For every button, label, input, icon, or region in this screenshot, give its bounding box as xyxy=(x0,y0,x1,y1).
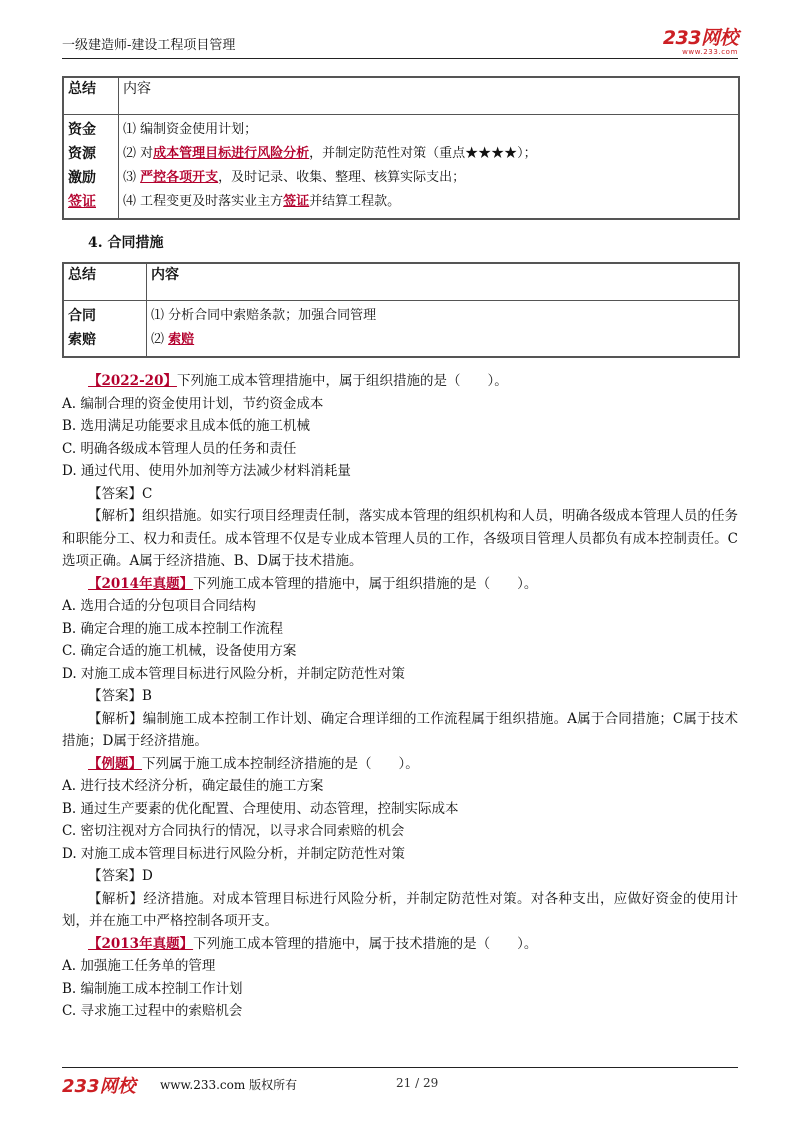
analysis: 【解析】组织措施。如实行项目经理责任制，落实成本管理的组织机构和人员，明确各级成本管理人员的任务和职能分工、权力和责任。成本管理不仅是专业成本管理人员的工作，各级项目管理人员都负有成本控制责任。C选项正确。A属于经济措施、B、D属于技术措施。 xyxy=(62,508,738,569)
label-line: 索赔 xyxy=(68,332,96,348)
highlight-term: 成本管理目标进行风险分析 xyxy=(153,146,310,161)
table2-header-content: 内容 xyxy=(147,263,740,301)
highlight-term: 签证 xyxy=(283,194,310,209)
question-stem: 【2014年真题】下列施工成本管理的措施中，属于组织措施的是（ ）。 xyxy=(88,575,538,592)
table2-label-cell xyxy=(63,301,147,358)
question-tag: 【2014年真题】 xyxy=(88,575,194,592)
table1-content-cell xyxy=(119,115,740,220)
table1-header-summary: 总结 xyxy=(63,77,119,115)
page-footer xyxy=(62,1066,738,1096)
label-line: 合同 xyxy=(68,308,96,324)
option: D. 通过代用、使用外加剂等方法减少材料消耗量 xyxy=(62,463,351,479)
section-heading: 4. 合同措施 xyxy=(88,235,164,251)
logo-url: www.233.com xyxy=(682,48,738,56)
logo-text: 233网校 xyxy=(662,27,738,49)
table2-header-summary: 总结 xyxy=(63,263,147,301)
table2-content-cell xyxy=(147,301,740,358)
answer: 【答案】C xyxy=(88,485,153,502)
option: C. 密切注视对方合同执行的情况，以寻求合同索赔的机会 xyxy=(62,823,405,839)
question-tag: 【例题】 xyxy=(88,755,142,772)
highlight-term: 严控各项开支 xyxy=(140,170,219,185)
label-line: 资金 xyxy=(68,122,96,138)
analysis: 【解析】编制施工成本控制工作计划、确定合理详细的工作流程属于组织措施。A属于合同措施；C属于技术措施；D属于经济措施。 xyxy=(62,710,738,749)
option: B. 选用满足功能要求且成本低的施工机械 xyxy=(62,418,311,434)
list-item: ⑴ 编制资金使用计划； xyxy=(123,122,258,137)
header-title: 一级建造师-建设工程项目管理 xyxy=(62,38,236,53)
header-divider xyxy=(62,58,738,59)
list-item: ⑷ 工程变更及时落实业主方签证并结算工程款。 xyxy=(123,194,401,209)
option: C. 寻求施工过程中的索赔机会 xyxy=(62,1003,243,1019)
option: A. 选用合适的分包项目合同结构 xyxy=(62,598,256,614)
label-line: 激励 xyxy=(68,170,96,186)
footer-copyright: www.233.com 版权所有 xyxy=(160,1078,298,1092)
question-tag: 【2022-20】 xyxy=(88,373,177,389)
option: A. 进行技术经济分析，确定最佳的施工方案 xyxy=(62,778,324,794)
option: B. 编制施工成本控制工作计划 xyxy=(62,980,243,997)
question-stem: 【2022-20】下列施工成本管理措施中，属于组织措施的是（ ）。 xyxy=(88,373,508,389)
option: D. 对施工成本管理目标进行风险分析，并制定防范性对策 xyxy=(62,845,405,862)
list-item: ⑵ 对成本管理目标进行风险分析，并制定防范性对策（重点★★★★）； xyxy=(123,146,537,161)
option: C. 明确各级成本管理人员的任务和责任 xyxy=(62,440,297,457)
option: D. 对施工成本管理目标进行风险分析，并制定防范性对策 xyxy=(62,665,405,682)
list-item: ⑴ 分析合同中索赔条款；加强合同管理 xyxy=(151,308,377,323)
label-line: 资源 xyxy=(68,146,96,162)
answer: 【答案】B xyxy=(88,688,152,704)
table1-header-content: 内容 xyxy=(119,77,740,115)
list-item: ⑵ 索赔 xyxy=(151,332,195,347)
question-list xyxy=(62,370,738,1023)
highlight-term: 索赔 xyxy=(168,332,195,347)
label-line-visa: 签证 xyxy=(68,194,96,210)
table1-label-cell xyxy=(63,115,119,220)
list-item: ⑶ 严控各项开支，及时记录、收集、整理、核算实际支出； xyxy=(123,170,466,185)
option: A. 加强施工任务单的管理 xyxy=(62,958,216,974)
question-tag: 【2013年真题】 xyxy=(88,935,194,952)
answer: 【答案】D xyxy=(88,868,153,884)
footer-logo: 233网校 xyxy=(62,1076,136,1097)
brand-logo xyxy=(663,28,738,56)
funding-measures-table xyxy=(62,76,740,220)
analysis: 【解析】经济措施。对成本管理目标进行风险分析，并制定防范性对策。对各种支出，应做好资金的使用计划，并在施工中严格控制各项开支。 xyxy=(62,890,738,929)
option: B. 通过生产要素的优化配置、合理使用、动态管理，控制实际成本 xyxy=(62,800,459,817)
contract-measures-table xyxy=(62,262,740,358)
question-stem: 【例题】下列属于施工成本控制经济措施的是（ ）。 xyxy=(88,755,419,772)
option: C. 确定合适的施工机械，设备使用方案 xyxy=(62,643,297,659)
question-stem: 【2013年真题】下列施工成本管理的措施中，属于技术措施的是（ ）。 xyxy=(88,935,538,952)
page-header xyxy=(62,28,738,58)
option: A. 编制合理的资金使用计划，节约资金成本 xyxy=(62,395,324,412)
page-number: 21 / 29 xyxy=(396,1076,439,1090)
option: B. 确定合理的施工成本控制工作流程 xyxy=(62,620,284,637)
